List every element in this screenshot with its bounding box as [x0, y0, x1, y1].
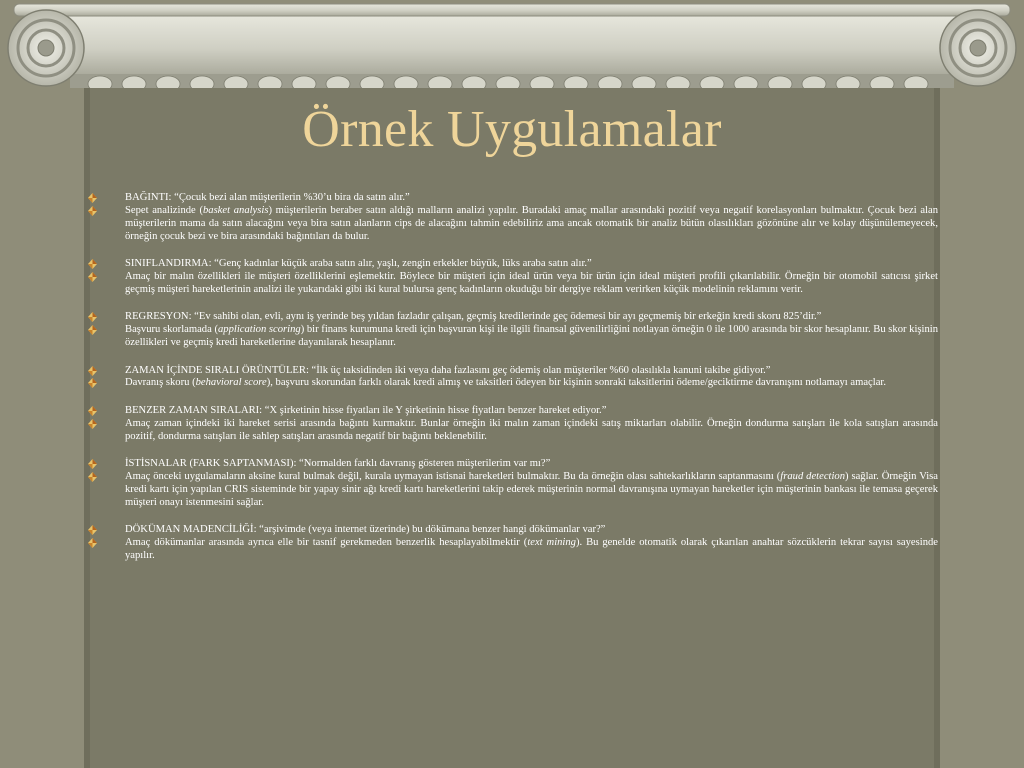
body-text: Amaç dökümanlar arasında ayrıca elle bir tasnif gerekmeden benzerlik hesaplayabilmektir ( — [125, 537, 528, 549]
left-volute-icon — [8, 10, 84, 86]
body-text: Başvuru skorlamada ( — [125, 324, 218, 336]
section-gap — [88, 350, 938, 365]
slide-title: Örnek Uygulamalar — [302, 101, 722, 158]
section-heading — [88, 524, 938, 537]
body-text: Sepet analizinde ( — [125, 204, 203, 216]
section-heading-text: BAĞINTI: “Çocuk bezi alan müşterilerin %30’u bira da satın alır.” — [125, 192, 410, 203]
term-italic: application scoring — [217, 324, 301, 336]
bullet-icon — [88, 378, 97, 388]
section-body — [88, 377, 938, 390]
bullet-icon — [88, 366, 97, 376]
body-text: Davranış skoru ( — [125, 377, 196, 389]
section-heading-text: ZAMAN İÇİNDE SIRALI ÖRÜNTÜLER: “İlk üç taksidinden iki veya daha fazlasını geç ödemiş olan müşteriler %60 olasılıkla kanuni takibe gidiyor.” — [125, 364, 771, 376]
body-text: Amaç bir malın özellikleri ile müşteri özelliklerini eşlemektir. Böylece bir müşteri için ideal ürün veya bir ürün için ideal müşteri profili çıkarılabilir. Örneğin bir otomobil satıcısı şirket geçmiş müşteri hareketlerinin analizi ile yukarıdaki gibi iki kural bulursa genç kadınların okuduğu bir dergiye reklam verirken küçük modelinin reklamını verir. — [125, 271, 938, 295]
term-italic: fraud detection — [780, 471, 845, 482]
section-body — [88, 324, 938, 350]
bullet-icon — [88, 525, 97, 535]
section-heading — [88, 365, 938, 378]
section-heading — [88, 405, 938, 418]
section-gap — [88, 244, 938, 259]
bullet-icon — [88, 419, 97, 429]
body-text: ) sağlar. Örneğin Visa kredi kartı için yapılan CRIS sisteminde bir yapay sinir ağı kredi kartı hareketlerini takip ederek müşterinin normal davranışına uymayan hareketler için müşterinin bankası ile temasa geçerek müşteri onayı istenmesini sağlar. — [125, 471, 938, 508]
body-text: ) müşterilerin beraber satın aldığı malların analizi yapılır. Buradaki amaç mallar arasındaki pozitif veya negatif korelasyonları bulmaktır. Çocuk bezi alan müşterilerin mama da satın alacağını veya bira satın alanların cips de alacağını tahmin edebiliriz ama ancak otomatik bir analiz bütün olasılıkları gözönüne alır ve kolay düşünülemeyecek, örneğin çocuk bezi ve bira arasındaki bağıntıları da bulur. — [125, 204, 939, 242]
bullet-icon — [88, 259, 97, 269]
bullet-icon — [88, 206, 97, 216]
bullet-icon — [88, 459, 97, 469]
bullet-icon — [88, 312, 97, 322]
section-heading — [88, 458, 938, 471]
body-text: ). Bu genelde otomatik olarak çıkarılan anahtar sözcüklerin tekrar sayısı sayesinde yapılır. — [125, 537, 938, 562]
section-heading — [88, 258, 938, 271]
section-gap — [88, 390, 938, 405]
section-gap — [88, 510, 938, 525]
section-heading-text: REGRESYON: “Ev sahibi olan, evli, aynı iş yerinde beş yıldan fazladır çalışan, geçmiş kredilerinde geç ödemesi bir ayı geçmemiş bir erkeğin kredi skoru 825’dir.” — [125, 311, 822, 323]
bullet-icon — [88, 325, 97, 335]
term-italic: behavioral score — [195, 377, 267, 389]
bullet-icon — [88, 472, 97, 482]
section-body — [88, 471, 938, 510]
section-body — [88, 418, 938, 444]
section-gap — [88, 444, 938, 459]
term-italic: text mining — [527, 537, 576, 549]
body-text: ) bir finans kurumuna kredi için başvuran kişi ile ilgili finansal güvenilirliğini notlayan örneğin 0 ile 1000 arasında bir skor hesaplanır. Bu skor kişinin özellikleri ve geçmiş kredi hareketlerine dayanılarak hesaplanır. — [125, 324, 939, 349]
column-capital — [0, 0, 1024, 100]
bullet-icon — [88, 272, 97, 282]
body-text: Amaç önceki uygulamaların aksine kural bulmak değil, kurala uymayan istisnai hareketleri bulmaktır. Bu da örneğin olası sahtekarlıkların saptanmasını ( — [125, 471, 781, 482]
section-heading-text: BENZER ZAMAN SIRALARI: “X şirketinin hisse fiyatları ile Y şirketinin hisse fiyatları benzer hareket ediyor.” — [125, 404, 607, 416]
section-body — [88, 537, 938, 563]
section-heading — [88, 192, 938, 205]
section-heading-text: SINIFLANDIRMA: “Genç kadınlar küçük araba satın alır, yaşlı, zengin erkekler büyük, lüks araba satın alır.” — [125, 258, 592, 270]
body-text: Amaç zaman içindeki iki hareket serisi arasında bağıntı kurmaktır. Bunlar örneğin iki malın zaman içindeki satış miktarları olabilir. Örneğin dondurma satışları ile kola satışları arasında pozitif, dondurma satışları ile sahlep satışları arasında negatif bir bağıntı beklenebilir. — [125, 417, 938, 442]
section-body — [88, 205, 938, 244]
bullet-icon — [88, 406, 97, 416]
section-heading-text: DÖKÜMAN MADENCİLİĞİ: “arşivimde (veya internet üzerinde) bu dökümana benzer hangi dökümanlar var?” — [125, 524, 606, 536]
section-heading — [88, 311, 938, 324]
right-volute-icon — [940, 10, 1016, 86]
section-heading-text: İSTİSNALAR (FARK SAPTANMASI): “Normalden farklı davranış gösteren müşterilerim var mı?” — [125, 458, 551, 470]
bullet-icon — [88, 538, 97, 548]
term-italic: basket analysis — [202, 204, 269, 216]
section-gap — [88, 297, 938, 312]
section-body — [88, 271, 938, 297]
body-text: ), başvuru skorundan farklı olarak kredi almış ve taksitleri ödeyen bir kişinin sonraki taksitlerini ödeme/geciktirme davranışını notlamayı amaçlar. — [266, 377, 886, 389]
bullet-icon — [88, 193, 97, 203]
slide-content — [88, 192, 938, 563]
